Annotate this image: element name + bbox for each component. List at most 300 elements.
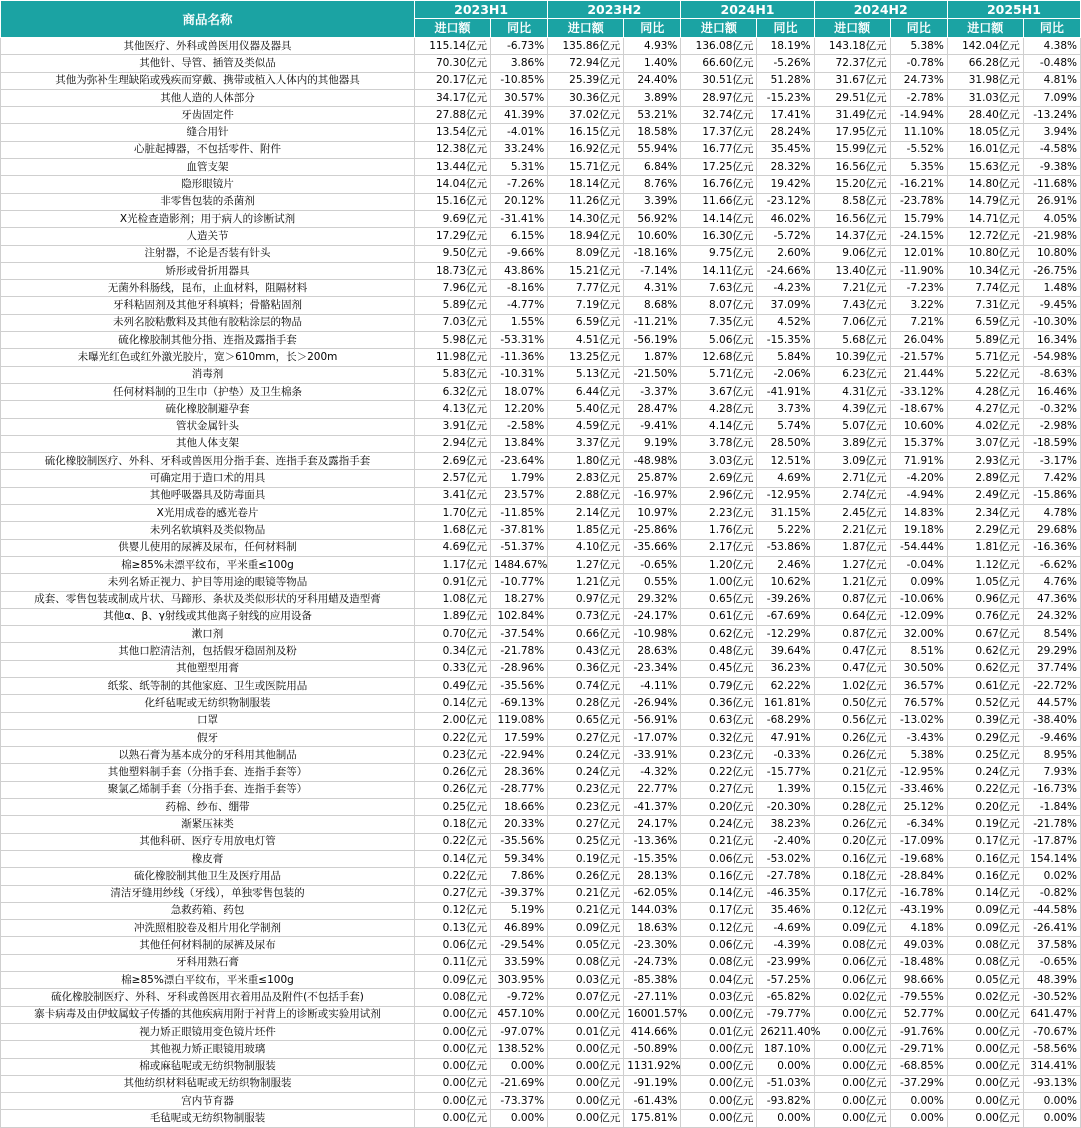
yoy-cell: -35.56% [491,677,548,694]
import-value-cell: 32.74亿元 [681,107,757,124]
import-value-cell: 30.36亿元 [548,89,624,106]
import-value-cell: 1.68亿元 [415,522,491,539]
yoy-cell: -51.03% [757,1075,814,1092]
import-value-cell: 16.77亿元 [681,141,757,158]
yoy-cell: 8.95% [1023,747,1080,764]
yoy-cell: -0.65% [1023,954,1080,971]
yoy-cell: 26.91% [1023,193,1080,210]
yoy-cell: 2.60% [757,245,814,262]
yoy-cell: 59.34% [491,850,548,867]
yoy-cell: 24.73% [890,72,947,89]
import-value-cell: 0.12亿元 [415,902,491,919]
yoy-cell: 21.44% [890,366,947,383]
yoy-cell: 28.47% [624,401,681,418]
yoy-cell: -13.36% [624,833,681,850]
import-value-cell: 1.02亿元 [814,677,890,694]
import-value-cell: 14.14亿元 [681,210,757,227]
import-value-cell: 4.10亿元 [548,539,624,556]
product-name-cell: 矫形或骨折用器具 [1,262,415,279]
column-header-period: 2024H1 [681,1,814,19]
import-value-cell: 7.96亿元 [415,280,491,297]
column-header-period: 2024H2 [814,1,947,19]
yoy-cell: -23.34% [624,660,681,677]
yoy-cell: 175.81% [624,1110,681,1127]
yoy-cell: 36.23% [757,660,814,677]
import-value-cell: 0.00亿元 [814,1110,890,1127]
column-header-product-name: 商品名称 [1,1,415,38]
yoy-cell: 187.10% [757,1041,814,1058]
yoy-cell: -8.63% [1023,366,1080,383]
import-value-cell: 0.13亿元 [415,920,491,937]
import-value-cell: 0.79亿元 [681,677,757,694]
yoy-cell: 7.93% [1023,764,1080,781]
column-header-yoy: 同比 [624,19,681,38]
import-value-cell: 10.34亿元 [947,262,1023,279]
table-row [1,72,1081,89]
import-value-cell: 18.14亿元 [548,176,624,193]
yoy-cell: 19.42% [757,176,814,193]
import-value-cell: 2.14亿元 [548,505,624,522]
import-value-cell: 135.86亿元 [548,38,624,55]
yoy-cell: -41.91% [757,383,814,400]
yoy-cell: 3.22% [890,297,947,314]
product-name-cell: 口罩 [1,712,415,729]
yoy-cell: -10.85% [491,72,548,89]
import-value-cell: 7.06亿元 [814,314,890,331]
import-value-cell: 0.00亿元 [548,1041,624,1058]
yoy-cell: -0.78% [890,55,947,72]
import-value-cell: 0.47亿元 [814,660,890,677]
import-value-cell: 0.00亿元 [681,1006,757,1023]
yoy-cell: -41.37% [624,799,681,816]
table-row [1,124,1081,141]
yoy-cell: 28.63% [624,643,681,660]
yoy-cell: 0.00% [757,1058,814,1075]
import-value-cell: 0.65亿元 [548,712,624,729]
import-value-cell: 66.60亿元 [681,55,757,72]
yoy-cell: -4.11% [624,677,681,694]
yoy-cell: -18.67% [890,401,947,418]
yoy-cell: 4.69% [757,470,814,487]
import-value-cell: 0.22亿元 [415,729,491,746]
yoy-cell: -14.94% [890,107,947,124]
yoy-cell: -33.12% [890,383,947,400]
table-row [1,556,1081,573]
yoy-cell: 7.09% [1023,89,1080,106]
yoy-cell: -97.07% [491,1023,548,1040]
yoy-cell: -18.59% [1023,435,1080,452]
yoy-cell: 37.74% [1023,660,1080,677]
product-name-cell: 其他为弥补生理缺陷或残疾而穿戴、携带或植入人体内的其他器具 [1,72,415,89]
product-name-cell: 漱口剂 [1,626,415,643]
import-value-cell: 0.00亿元 [814,1093,890,1110]
yoy-cell: -11.85% [491,505,548,522]
import-value-cell: 0.09亿元 [947,902,1023,919]
import-value-cell: 0.06亿元 [814,954,890,971]
yoy-cell: -0.65% [624,556,681,573]
import-value-cell: 0.26亿元 [814,816,890,833]
yoy-cell: 20.12% [491,193,548,210]
import-value-cell: 3.78亿元 [681,435,757,452]
yoy-cell: 46.89% [491,920,548,937]
yoy-cell: 17.41% [757,107,814,124]
table-row [1,902,1081,919]
yoy-cell: -17.09% [890,833,947,850]
table-row [1,1023,1081,1040]
import-value-cell: 0.00亿元 [947,1041,1023,1058]
import-value-cell: 0.17亿元 [947,833,1023,850]
import-value-cell: 0.87亿元 [814,591,890,608]
yoy-cell: 31.15% [757,505,814,522]
table-row [1,626,1081,643]
yoy-cell: -24.15% [890,228,947,245]
import-value-cell: 1.05亿元 [947,574,1023,591]
import-value-cell: 0.21亿元 [681,833,757,850]
yoy-cell: -56.91% [624,712,681,729]
yoy-cell: -51.37% [491,539,548,556]
import-value-cell: 0.14亿元 [415,695,491,712]
import-value-cell: 0.70亿元 [415,626,491,643]
import-value-cell: 0.15亿元 [814,781,890,798]
import-value-cell: 0.24亿元 [548,764,624,781]
import-value-cell: 28.97亿元 [681,89,757,106]
import-value-cell: 0.18亿元 [415,816,491,833]
table-row [1,574,1081,591]
yoy-cell: 0.00% [1023,1093,1080,1110]
import-value-cell: 0.96亿元 [947,591,1023,608]
yoy-cell: -19.68% [890,850,947,867]
product-name-cell: 橡皮膏 [1,850,415,867]
import-value-cell: 1.20亿元 [681,556,757,573]
import-value-cell: 9.50亿元 [415,245,491,262]
table-row [1,159,1081,176]
yoy-cell: -4.39% [757,937,814,954]
table-row [1,712,1081,729]
yoy-cell: -3.37% [624,383,681,400]
import-value-cell: 0.27亿元 [548,816,624,833]
product-name-cell: 血管支架 [1,159,415,176]
yoy-cell: 16001.57% [624,1006,681,1023]
yoy-cell: 3.94% [1023,124,1080,141]
yoy-cell: 25.87% [624,470,681,487]
import-value-cell: 0.47亿元 [814,643,890,660]
import-value-cell: 0.02亿元 [814,989,890,1006]
import-value-cell: 0.26亿元 [814,729,890,746]
yoy-cell: 47.91% [757,729,814,746]
yoy-cell: -28.77% [491,781,548,798]
import-value-cell: 0.26亿元 [814,747,890,764]
import-value-cell: 1.12亿元 [947,556,1023,573]
yoy-cell: 49.03% [890,937,947,954]
import-value-cell: 1.27亿元 [548,556,624,573]
yoy-cell: 0.00% [757,1110,814,1127]
product-name-cell: 其他呼吸器具及防毒面具 [1,487,415,504]
yoy-cell: -13.02% [890,712,947,729]
import-value-cell: 0.25亿元 [548,833,624,850]
import-value-cell: 2.00亿元 [415,712,491,729]
yoy-cell: -69.13% [491,695,548,712]
yoy-cell: -18.16% [624,245,681,262]
import-value-cell: 0.00亿元 [415,1023,491,1040]
import-value-cell: 0.00亿元 [415,1041,491,1058]
yoy-cell: -15.35% [757,332,814,349]
import-value-cell: 0.28亿元 [814,799,890,816]
yoy-cell: 25.12% [890,799,947,816]
table-row [1,418,1081,435]
product-name-cell: 牙齿固定件 [1,107,415,124]
import-value-cell: 1.70亿元 [415,505,491,522]
yoy-cell: 5.19% [491,902,548,919]
yoy-cell: 0.00% [890,1093,947,1110]
product-name-cell: X光用成卷的感光卷片 [1,505,415,522]
yoy-cell: -38.40% [1023,712,1080,729]
product-name-cell: 未曝光红色或红外激光胶片，宽＞610mm，长＞200m [1,349,415,366]
yoy-cell: 18.07% [491,383,548,400]
import-value-cell: 1.87亿元 [814,539,890,556]
yoy-cell: -68.85% [890,1058,947,1075]
table-row [1,972,1081,989]
import-value-cell: 18.94亿元 [548,228,624,245]
import-value-cell: 0.00亿元 [947,1093,1023,1110]
table-row [1,89,1081,106]
import-value-cell: 0.14亿元 [681,885,757,902]
import-value-cell: 0.03亿元 [548,972,624,989]
yoy-cell: 7.42% [1023,470,1080,487]
table-row [1,366,1081,383]
yoy-cell: 38.23% [757,816,814,833]
import-value-cell: 0.00亿元 [415,1075,491,1092]
yoy-cell: 20.33% [491,816,548,833]
import-value-cell: 14.37亿元 [814,228,890,245]
import-value-cell: 0.00亿元 [415,1006,491,1023]
yoy-cell: 5.35% [890,159,947,176]
yoy-cell: -10.30% [1023,314,1080,331]
column-header-period: 2023H1 [415,1,548,19]
column-header-yoy: 同比 [757,19,814,38]
yoy-cell: -24.66% [757,262,814,279]
yoy-cell: -4.20% [890,470,947,487]
import-value-cell: 7.03亿元 [415,314,491,331]
import-value-cell: 2.93亿元 [947,453,1023,470]
yoy-cell: 2.46% [757,556,814,573]
yoy-cell: 3.86% [491,55,548,72]
import-value-cell: 0.29亿元 [947,729,1023,746]
import-value-cell: 1.85亿元 [548,522,624,539]
import-value-cell: 0.36亿元 [681,695,757,712]
yoy-cell: 30.57% [491,89,548,106]
yoy-cell: 0.00% [491,1058,548,1075]
product-name-cell: 其他视力矫正眼镜用玻璃 [1,1041,415,1058]
import-value-cell: 20.17亿元 [415,72,491,89]
import-value-cell: 4.51亿元 [548,332,624,349]
table-row [1,937,1081,954]
import-value-cell: 2.49亿元 [947,487,1023,504]
table-row [1,470,1081,487]
yoy-cell: -18.48% [890,954,947,971]
import-value-cell: 115.14亿元 [415,38,491,55]
import-value-cell: 0.73亿元 [548,608,624,625]
header-row-periods [1,1,1081,19]
product-name-cell: 其他口腔清洁剂，包括假牙稳固剂及粉 [1,643,415,660]
product-name-cell: 无菌外科肠线，昆布，止血材料，阻隔材料 [1,280,415,297]
yoy-cell: 102.84% [491,608,548,625]
yoy-cell: -12.95% [757,487,814,504]
yoy-cell: -56.19% [624,332,681,349]
import-value-cell: 0.24亿元 [681,816,757,833]
yoy-cell: 0.09% [890,574,947,591]
import-value-cell: 2.88亿元 [548,487,624,504]
yoy-cell: -23.12% [757,193,814,210]
table-row [1,193,1081,210]
yoy-cell: -54.98% [1023,349,1080,366]
yoy-cell: -11.90% [890,262,947,279]
yoy-cell: 14.83% [890,505,947,522]
yoy-cell: 53.21% [624,107,681,124]
yoy-cell: -27.78% [757,868,814,885]
import-value-cell: 0.36亿元 [548,660,624,677]
yoy-cell: -4.23% [757,280,814,297]
yoy-cell: 76.57% [890,695,947,712]
import-value-cell: 0.08亿元 [548,954,624,971]
import-value-cell: 0.09亿元 [548,920,624,937]
yoy-cell: 9.19% [624,435,681,452]
import-value-cell: 2.57亿元 [415,470,491,487]
product-name-cell: 寨卡病毒及由伊蚊属蚊子传播的其他疾病用附于衬背上的诊断或实验用试剂 [1,1006,415,1023]
yoy-cell: 18.63% [624,920,681,937]
yoy-cell: 48.39% [1023,972,1080,989]
import-value-cell: 5.40亿元 [548,401,624,418]
table-row [1,799,1081,816]
yoy-cell: 19.18% [890,522,947,539]
import-value-cell: 0.56亿元 [814,712,890,729]
import-value-cell: 0.18亿元 [814,868,890,885]
yoy-cell: 41.39% [491,107,548,124]
import-value-cell: 10.80亿元 [947,245,1023,262]
import-value-cell: 0.27亿元 [681,781,757,798]
table-row [1,1006,1081,1023]
yoy-cell: 119.08% [491,712,548,729]
import-value-cell: 0.87亿元 [814,626,890,643]
yoy-cell: -7.14% [624,262,681,279]
import-value-cell: 16.01亿元 [947,141,1023,158]
import-value-cell: 0.26亿元 [415,764,491,781]
import-value-cell: 1.81亿元 [947,539,1023,556]
product-name-cell: 其他医疗、外科或兽医用仪器及器具 [1,38,415,55]
yoy-cell: 641.47% [1023,1006,1080,1023]
import-value-cell: 0.00亿元 [947,1006,1023,1023]
yoy-cell: -4.58% [1023,141,1080,158]
yoy-cell: -53.86% [757,539,814,556]
yoy-cell: 0.02% [1023,868,1080,885]
import-value-cell: 0.16亿元 [681,868,757,885]
yoy-cell: -3.43% [890,729,947,746]
import-value-cell: 5.06亿元 [681,332,757,349]
yoy-cell: -5.26% [757,55,814,72]
yoy-cell: 5.38% [890,747,947,764]
table-row [1,141,1081,158]
yoy-cell: -10.31% [491,366,548,383]
yoy-cell: -37.81% [491,522,548,539]
import-value-cell: 2.89亿元 [947,470,1023,487]
yoy-cell: -4.94% [890,487,947,504]
import-value-cell: 4.28亿元 [681,401,757,418]
import-value-cell: 12.38亿元 [415,141,491,158]
yoy-cell: 30.50% [890,660,947,677]
yoy-cell: -30.52% [1023,989,1080,1006]
table-row [1,747,1081,764]
import-value-cell: 15.16亿元 [415,193,491,210]
product-name-cell: 硫化橡胶制医疗、外科、牙科或兽医用分指手套、连指手套及露指手套 [1,453,415,470]
import-value-cell: 0.27亿元 [548,729,624,746]
yoy-cell: 98.66% [890,972,947,989]
import-value-cell: 0.12亿元 [681,920,757,937]
import-value-cell: 16.56亿元 [814,159,890,176]
yoy-cell: 15.37% [890,435,947,452]
yoy-cell: -53.31% [491,332,548,349]
table-row [1,107,1081,124]
import-value-cell: 27.88亿元 [415,107,491,124]
yoy-cell: 154.14% [1023,850,1080,867]
table-row [1,608,1081,625]
import-value-cell: 0.63亿元 [681,712,757,729]
import-value-cell: 15.63亿元 [947,159,1023,176]
yoy-cell: 44.57% [1023,695,1080,712]
table-body [1,38,1081,1128]
import-value-cell: 16.92亿元 [548,141,624,158]
import-value-cell: 2.29亿元 [947,522,1023,539]
import-value-cell: 0.00亿元 [548,1110,624,1127]
product-name-cell: 硫化橡胶制医疗、外科、牙科或兽医用衣着用品及附件(不包括手套) [1,989,415,1006]
product-name-cell: 注射器，不论是否装有针头 [1,245,415,262]
product-name-cell: 急救药箱、药包 [1,902,415,919]
import-value-cell: 13.54亿元 [415,124,491,141]
import-value-cell: 9.69亿元 [415,210,491,227]
yoy-cell: 29.68% [1023,522,1080,539]
import-value-cell: 3.37亿元 [548,435,624,452]
yoy-cell: 8.54% [1023,626,1080,643]
yoy-cell: 33.59% [491,954,548,971]
import-value-cell: 0.00亿元 [415,1058,491,1075]
yoy-cell: -79.55% [890,989,947,1006]
yoy-cell: 15.79% [890,210,947,227]
import-value-cell: 5.71亿元 [681,366,757,383]
yoy-cell: -9.72% [491,989,548,1006]
import-value-cell: 0.11亿元 [415,954,491,971]
yoy-cell: 314.41% [1023,1058,1080,1075]
yoy-cell: -4.01% [491,124,548,141]
import-value-cell: 1.17亿元 [415,556,491,573]
yoy-cell: 10.62% [757,574,814,591]
product-name-cell: 其他针、导管、插管及类似品 [1,55,415,72]
import-value-cell: 5.71亿元 [947,349,1023,366]
yoy-cell: -7.26% [491,176,548,193]
table-row [1,1093,1081,1110]
import-value-cell: 0.24亿元 [947,764,1023,781]
import-value-cell: 0.00亿元 [947,1023,1023,1040]
yoy-cell: -35.66% [624,539,681,556]
import-value-cell: 0.00亿元 [681,1041,757,1058]
table-row [1,850,1081,867]
column-header-yoy: 同比 [491,19,548,38]
import-value-cell: 0.00亿元 [548,1093,624,1110]
import-value-cell: 0.21亿元 [548,885,624,902]
table-row [1,591,1081,608]
yoy-cell: 18.66% [491,799,548,816]
import-value-cell: 2.69亿元 [681,470,757,487]
yoy-cell: 29.32% [624,591,681,608]
table-row [1,38,1081,55]
yoy-cell: 16.46% [1023,383,1080,400]
